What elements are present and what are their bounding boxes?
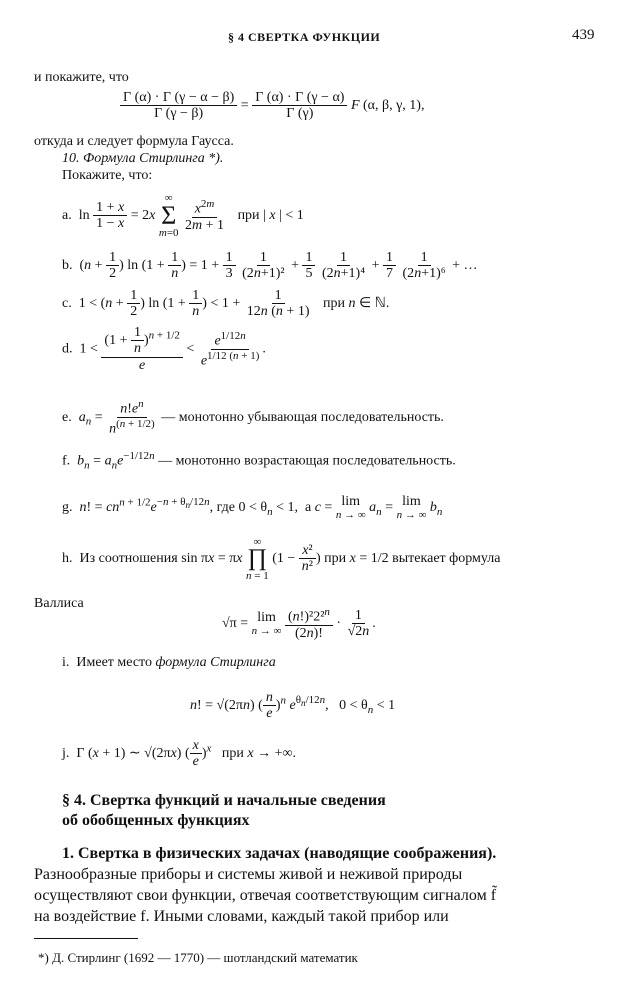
item-f: f. $b_n = a_ne^{-1/12n}$ — монотонно возрастающая последовательность.	[62, 450, 456, 472]
item-e: e. $a_n$ = $\frac{n!e^n}{n^{(n + 1/2)}}$ — монотонно убывающая последовательность.	[62, 398, 444, 437]
section-title-line-2: об обобщенных функциях	[62, 812, 250, 829]
text-line: Валлиса	[34, 596, 84, 611]
item-d: d. 1 < (1 + $\frac{1}{n}$ )$^{n + 1/2}$ e < $\frac{e^{1/12n}}{e^{1/12 (n + 1)}}$ .	[62, 325, 266, 373]
wallis-formula: √π = lim n → ∞ $\frac{(n!)^22^2^n}{(2n)!}$ · $\frac{1}{√2n}$ .	[222, 606, 376, 642]
text-line: Покажите, что:	[62, 168, 153, 183]
stirling-formula: n! = √(2πn) ( $\frac{n}{e}$ )$^n$ $e^{\theta_n/12n}$, $0 < \theta_n < 1$	[190, 690, 396, 722]
text-line: и покажите, что	[34, 70, 129, 85]
item-j: j. Γ (x + 1) ∼ √(2πx) ( $\frac{x}{e}$ )$^x$ при x → +∞.	[62, 738, 296, 770]
item-c: c. 1 < (n + $\frac{1}{2}$ ) ln (1 + $\frac{1}{n}$ ) < 1 + $\frac{1}{12n (n + 1)}$ при n ∈ ℕ.	[62, 288, 390, 320]
text-line: откуда и следует формула Гаусса.	[34, 134, 234, 149]
paragraph-line: на воздействие f. Иными словами, каждый такой прибор или	[34, 908, 449, 925]
item-b: b. (n + $\frac{1}{2}$ ) ln (1 + $\frac{1}{n}$ ) = 1 + $\frac{1}{3}$ $\frac{1}{\text{(2n+1)²}}$ + $\frac{1}{5}$ $\frac{1}{\text{(2n+1)⁴}}$ + $\frac{1}{7}$ $\frac{1}{\text{(2n+1)⁶}}$ + …	[62, 250, 478, 282]
paragraph-line: осуществляют свои функции, отвечая соответствующим сигналом f̃	[34, 887, 497, 904]
page-number: 439	[572, 27, 595, 43]
paragraph-line: Разнообразные приборы и системы живой и неживой природы	[34, 866, 463, 883]
item-h: h. Из соотношения sin πx = πx ∞ ∏ n = 1 (1 − $\frac{\text{x²}}{\text{n²}}$ ) при x = 1/2 вытекает формула	[62, 536, 501, 582]
subsection-title: 1. Свертка в физических задачах (наводящие соображения).	[62, 845, 497, 862]
item-a: a. ln $\frac{1 + x}{1 - x}$ = 2x ∞ Σ m=0 $\frac{x^{2m}}{2m + 1}$ при | x | < 1	[62, 192, 304, 240]
running-header: § 4 СВЕРТКА ФУНКЦИИ	[228, 30, 381, 44]
item-g: g. n! = $cn^{n + 1/2}e^{-n + \theta_n/12n}$, где $0 < \theta_n < 1$, а c = lim n → ∞ $a_n$ = lim n → ∞ $b_n$	[62, 494, 443, 522]
gauss-formula: $\frac{\Gamma (\alpha) \cdot \Gamma (\gamma - \alpha - \beta)}{\Gamma (\gamma - \beta)}$ = $\frac{\Gamma (\alpha) \cdot \Gamma (\gamma - \alpha)}{\Gamma (\gamma)}$ F (α, β, γ, 1),	[120, 90, 424, 122]
item-i: i. Имеет место формула Стирлинга	[62, 655, 276, 670]
footnote: *) Д. Стирлинг (1692 — 1770) — шотландский математик	[38, 950, 358, 965]
section-title-line-1: § 4. Свертка функций и начальные сведения	[62, 792, 386, 809]
exercise-title: 10. Формула Стирлинга *).	[62, 151, 224, 166]
footnote-rule	[34, 938, 138, 939]
